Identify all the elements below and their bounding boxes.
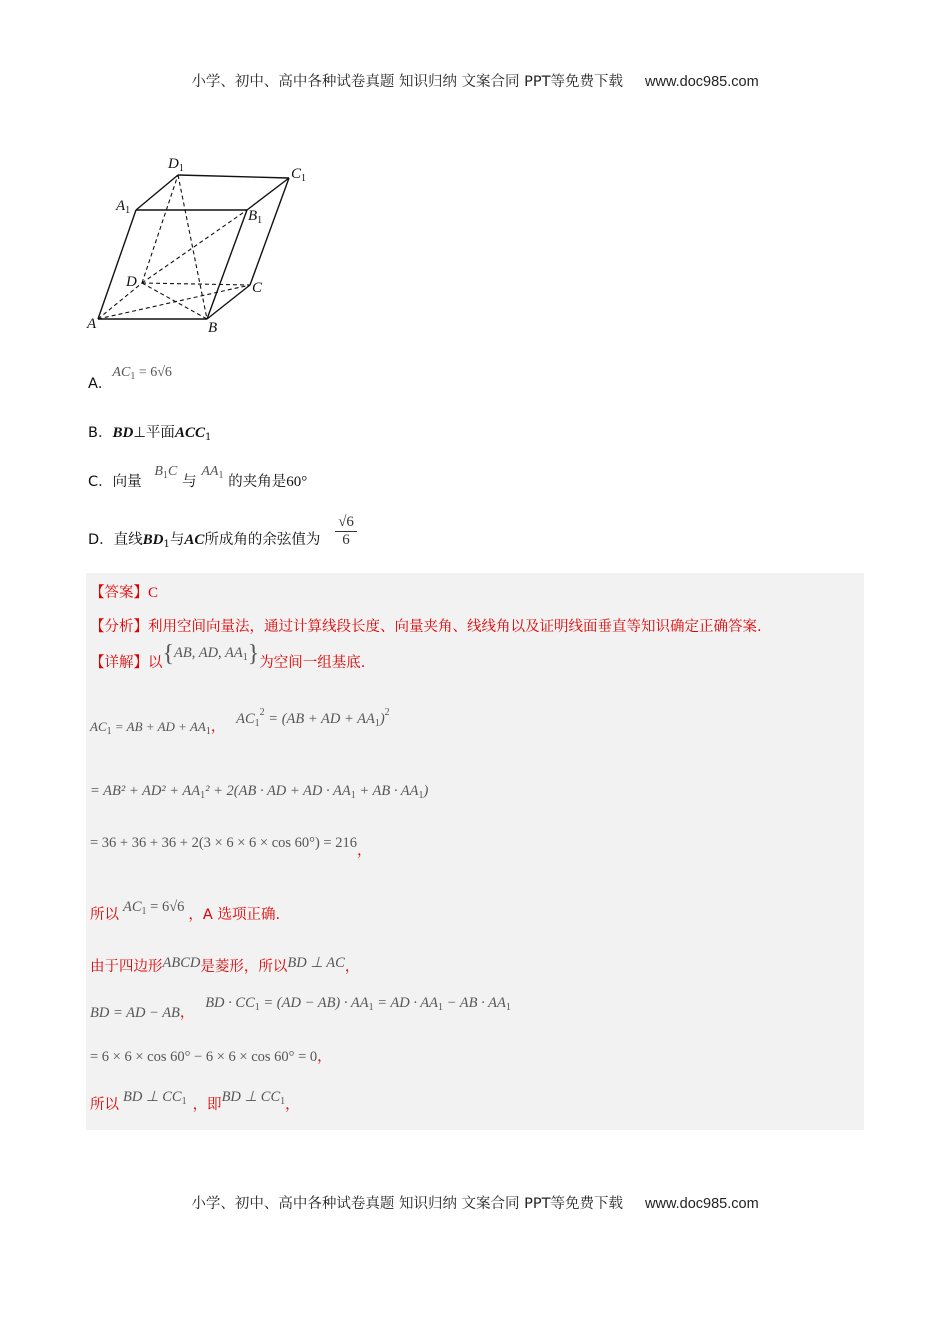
equation-4: BD = AD − AB， BD · $CC_1 = (AD - AB) \cdot AA_1$ = AD · $AA_1$ − AB · $AA_1$ <box>90 995 511 1021</box>
page-header <box>0 70 950 91</box>
parallelepiped-figure <box>84 148 324 338</box>
answer-panel <box>86 573 864 1130</box>
label-c1: $C_1$ <box>291 166 307 184</box>
edge-cc1 <box>250 178 289 285</box>
option-c-vector-b1c: $B_1C$ <box>154 464 178 481</box>
label-a1: $A_1$ <box>116 198 131 216</box>
header-text: 小学、初中、高中各种试卷真题 知识归纳 文案合同 PPT等免费下载 <box>191 74 624 90</box>
detail-line: 【详解】以{AB, AD, $AA_1$}为空间一组基底. <box>90 641 366 671</box>
label-d1: $D_1$ <box>168 156 184 174</box>
equation-3: = 36 + 36 + 36 + 2(3 × 6 × 6 × cos 60°) = 216， <box>90 835 372 859</box>
label-b: B <box>208 320 218 336</box>
footer-text: 小学、初中、高中各种试卷真题 知识归纳 文案合同 PPT等免费下载 <box>191 1196 624 1212</box>
label-c: C <box>252 280 263 296</box>
conclusion-bd: 所以 BD ⊥ $CC_1$ ，即BD ⊥ $CC_1$， <box>90 1089 300 1113</box>
option-a: A．$AC_1 = 6√6$ <box>88 365 172 392</box>
diag-ac <box>98 285 250 319</box>
basis-set: {AB, AD, $AA_1$} <box>162 641 260 667</box>
option-b: B．BD⊥平面$ACC_1$ <box>88 425 212 443</box>
edge-aa1 <box>98 210 136 319</box>
header-url[interactable]: www.doc985.com <box>645 74 759 90</box>
diag-bd1 <box>178 175 207 319</box>
option-c-vector-aa1: $AA_1$ <box>201 464 224 481</box>
label-d: D <box>126 274 137 290</box>
conclusion-a: 所以 $AC_1 = 6√6$ ，A 选项正确. <box>90 899 281 923</box>
label-b1: $B_1$ <box>248 208 263 226</box>
label-a: A <box>87 316 97 332</box>
edge-d1c1 <box>178 175 289 178</box>
page-footer <box>0 1192 950 1213</box>
equation-2: = $AB^2 + AD^2 + AA_1^2 + 2(AB$ · AD + AD · $AA_1$ + AB · $AA_1$) <box>90 783 429 801</box>
diag-bd <box>142 283 207 319</box>
option-a-math: $AC_1 = 6√6$ <box>112 365 172 382</box>
analysis-line: 【分析】利用空间向量法，通过计算线段长度、向量夹角、线线角以及证明线面垂直等知识确定正确答案. <box>90 619 762 635</box>
equation-5: = 6 × 6 × cos 60° − 6 × 6 × cos 60° = 0， <box>90 1049 332 1065</box>
edge-dd1-hidden <box>142 175 178 283</box>
option-c: C．向量 $B_1C$ 与 $AA_1$ 的夹角是60° <box>88 464 308 490</box>
diag-db1 <box>142 210 247 283</box>
answer-line: 【答案】C <box>90 585 159 601</box>
equation-1: $AC_1$ = AB + AD + $AA_1$， $AC_1^2 = (AB$ + AD + $AA_1)^2$ <box>90 707 390 737</box>
option-d: D．直线$BD_1$与AC所成角的余弦值为 $\frac{√6}{6}$ <box>88 514 357 549</box>
edge-dc-hidden <box>142 283 250 285</box>
option-d-fraction: $\frac{√6}{6}$ <box>335 514 357 549</box>
footer-url[interactable]: www.doc985.com <box>645 1196 759 1212</box>
edge-a1d1 <box>136 175 178 210</box>
rhombus-line: 由于四边形ABCD是菱形，所以BD ⊥ AC， <box>90 955 360 975</box>
